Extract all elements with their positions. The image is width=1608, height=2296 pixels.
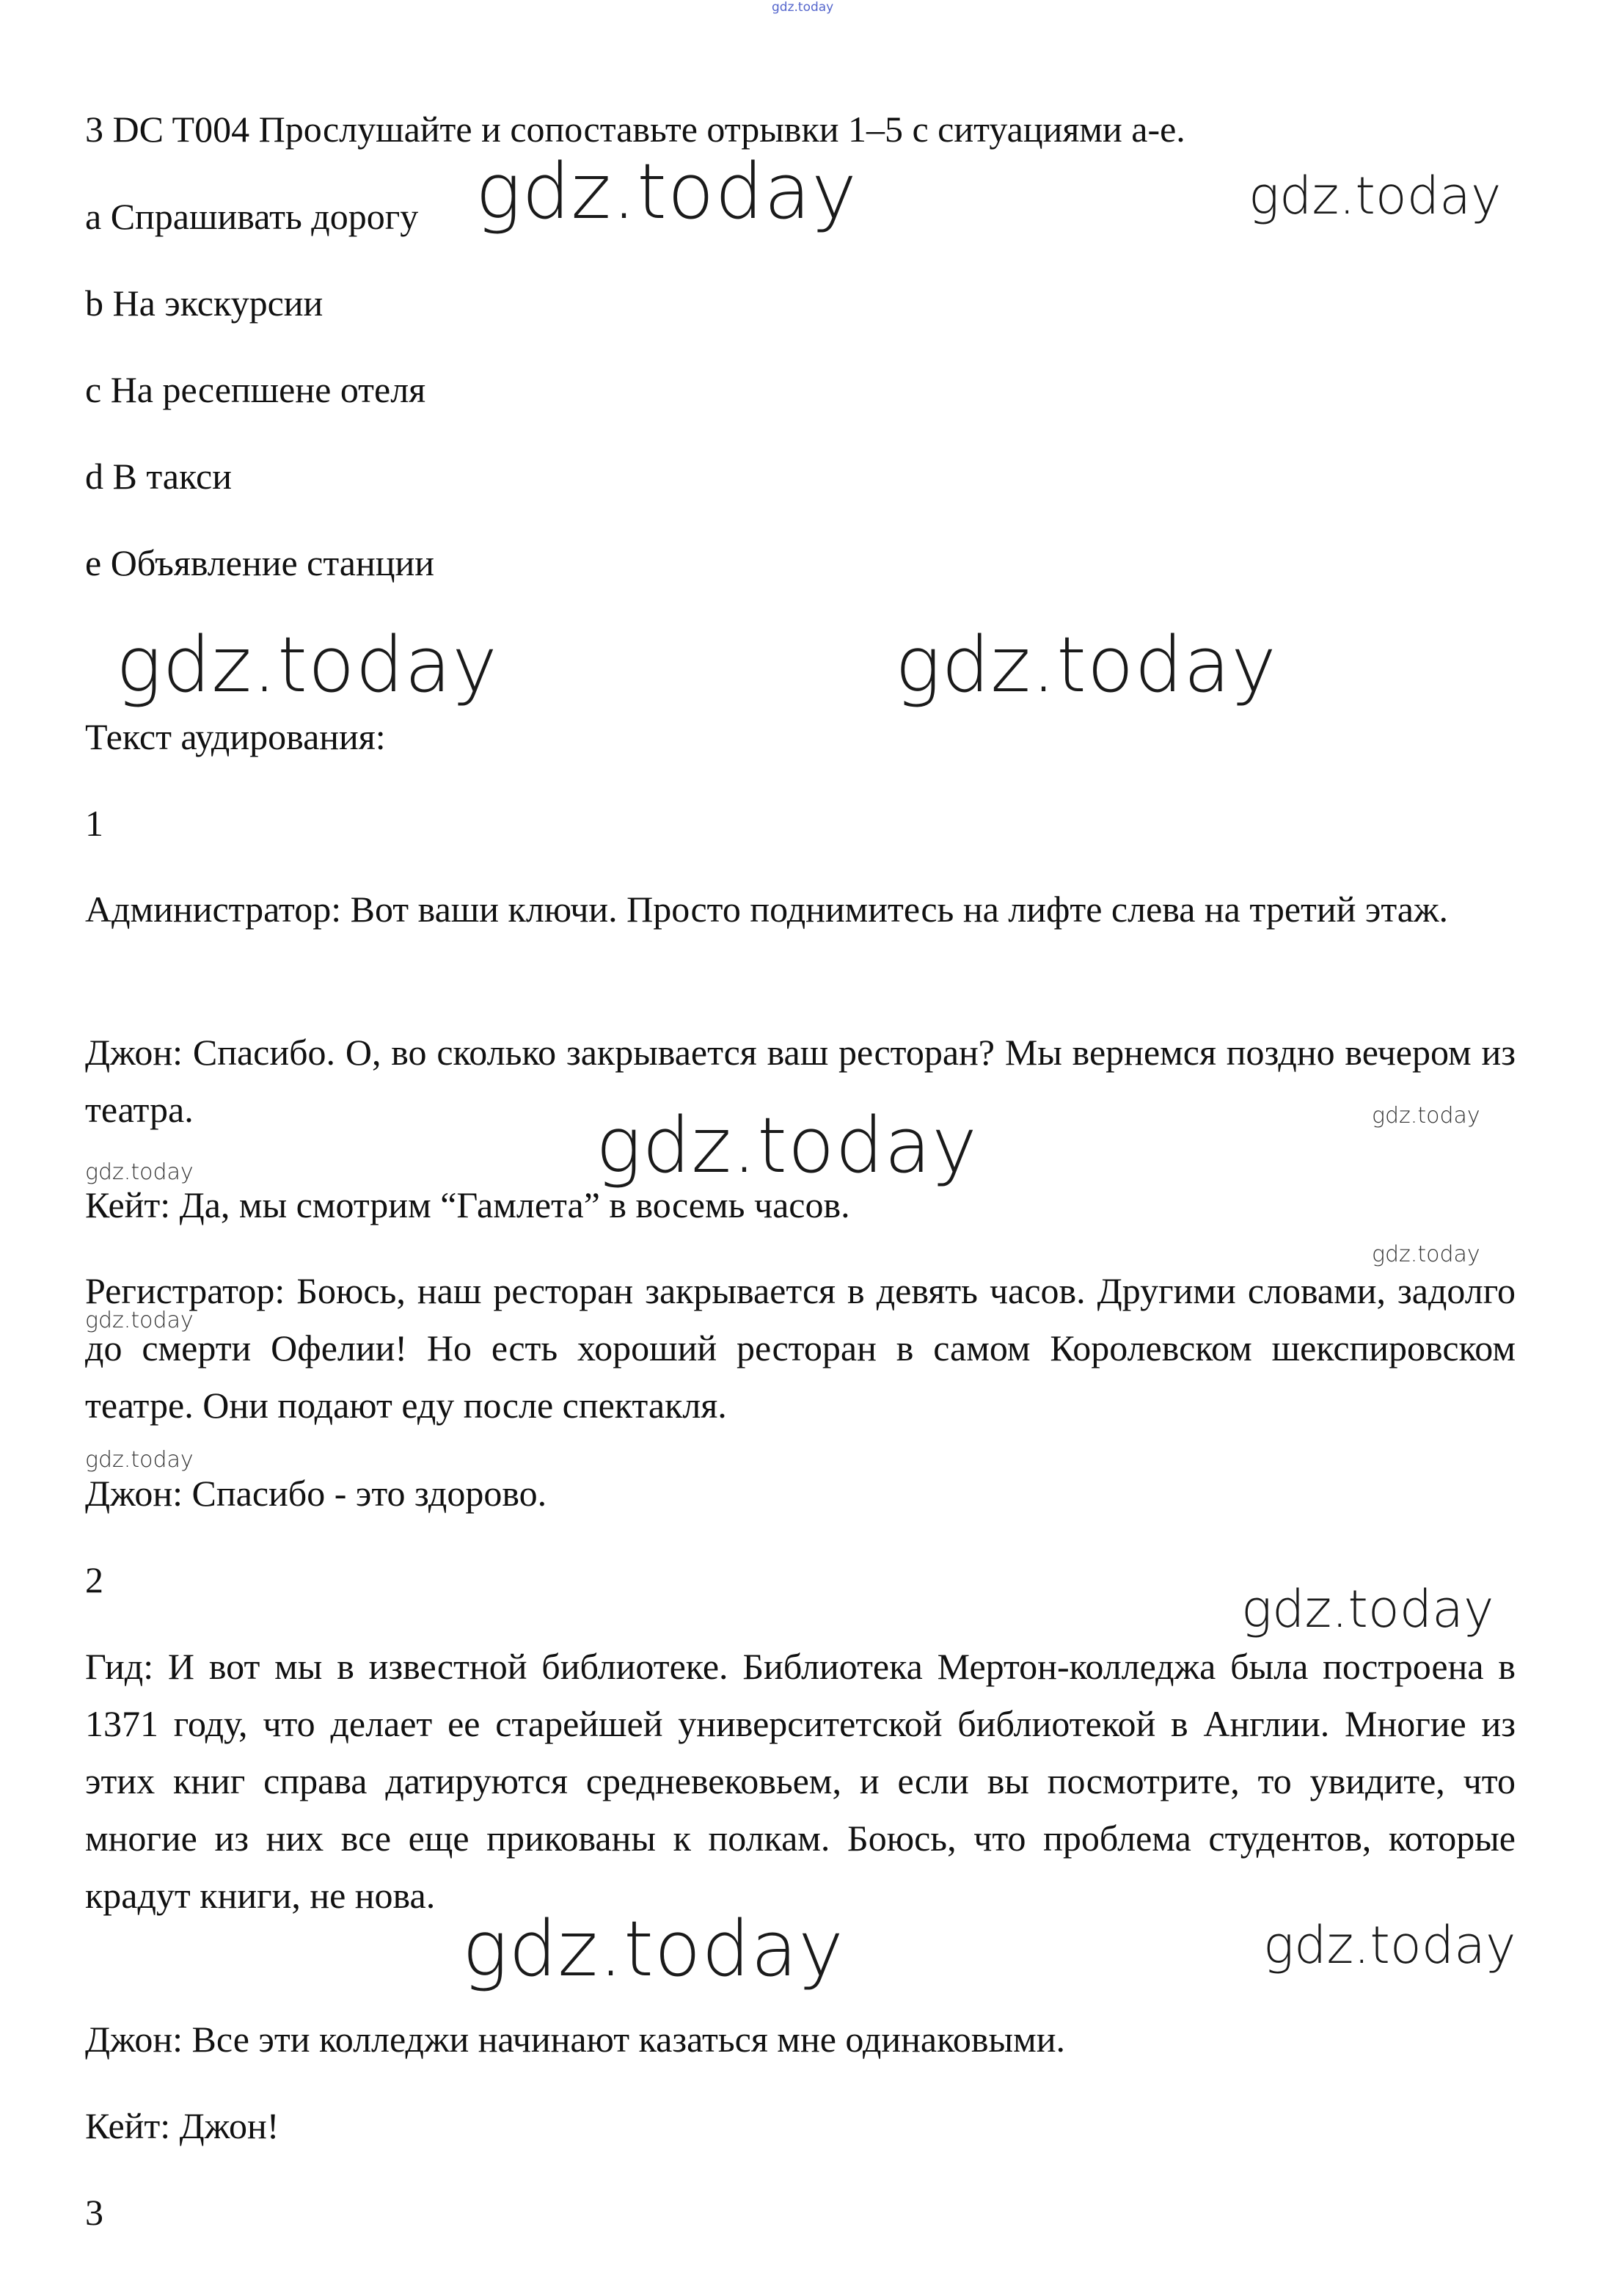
watermark: gdz.today [1241, 1579, 1494, 1639]
watermark: gdz.today [596, 1101, 978, 1190]
watermark: gdz.today [85, 1447, 194, 1473]
dialogue-line: Джон: Спасибо. О, во сколько закрывается ваш ресторан? Мы вернемся поздно вечером из театра. [85, 1032, 1516, 1130]
option-c: c На ресепшене отеля [85, 369, 426, 410]
option-d: d В такси [85, 456, 232, 497]
transcript-title: Текст аудирования: [85, 716, 386, 757]
section-number-2: 2 [85, 1559, 103, 1600]
option-e: e Объявление станции [85, 542, 435, 583]
watermark: gdz.today [475, 147, 858, 236]
dialogue-line: Регистратор: Боюсь, наш ресторан закрывается в девять часов. Другими словами, задолго до смерти Офелии! Но есть хороший ресторан в самом Королевском шекспировском театре. Они подают еду после спектакля. [85, 1270, 1516, 1426]
watermark: gdz.today [1249, 166, 1502, 226]
task-heading: 3 DC T004 Прослушайте и сопоставьте отрывки 1–5 с ситуациями a-e. [85, 109, 1185, 150]
watermark: gdz.today [462, 1904, 844, 1994]
header-watermark: gdz.today [772, 0, 834, 15]
dialogue-line: Джон: Спасибо - это здорово. [85, 1473, 547, 1514]
watermark: gdz.today [85, 1308, 194, 1333]
watermark: gdz.today [1372, 1103, 1480, 1129]
dialogue-line: Кейт: Да, мы смотрим “Гамлета” в восемь часов. [85, 1184, 850, 1225]
dialogue-line: Администратор: Вот ваши ключи. Просто поднимитесь на лифте слева на третий этаж. [85, 889, 1449, 930]
dialogue-line: Кейт: Джон! [85, 2105, 279, 2146]
option-b: b На экскурсии [85, 283, 324, 324]
option-a: a Спрашивать дорогу [85, 196, 419, 237]
watermark: gdz.today [895, 620, 1277, 710]
watermark: gdz.today [1263, 1915, 1516, 1975]
section-number-1: 1 [85, 803, 103, 844]
watermark: gdz.today [85, 1159, 194, 1185]
watermark: gdz.today [116, 620, 498, 710]
dialogue-line: Гид: И вот мы в известной библиотеке. Библиотека Мертон-колледжа была построена в 1371 году, что делает ее старейшей университетской библиотекой в Англии. Многие из этих книг справа датируются средневековьем, и если вы посмотрите, то увидите, что многие из них все еще прикованы к полкам. Боюсь, что проблема студентов, которые крадут книги, не нова. [85, 1646, 1516, 1916]
section-number-3: 3 [85, 2192, 103, 2233]
dialogue-line: Джон: Все эти колледжи начинают казаться мне одинаковыми. [85, 2019, 1065, 2060]
watermark: gdz.today [1372, 1242, 1480, 1267]
